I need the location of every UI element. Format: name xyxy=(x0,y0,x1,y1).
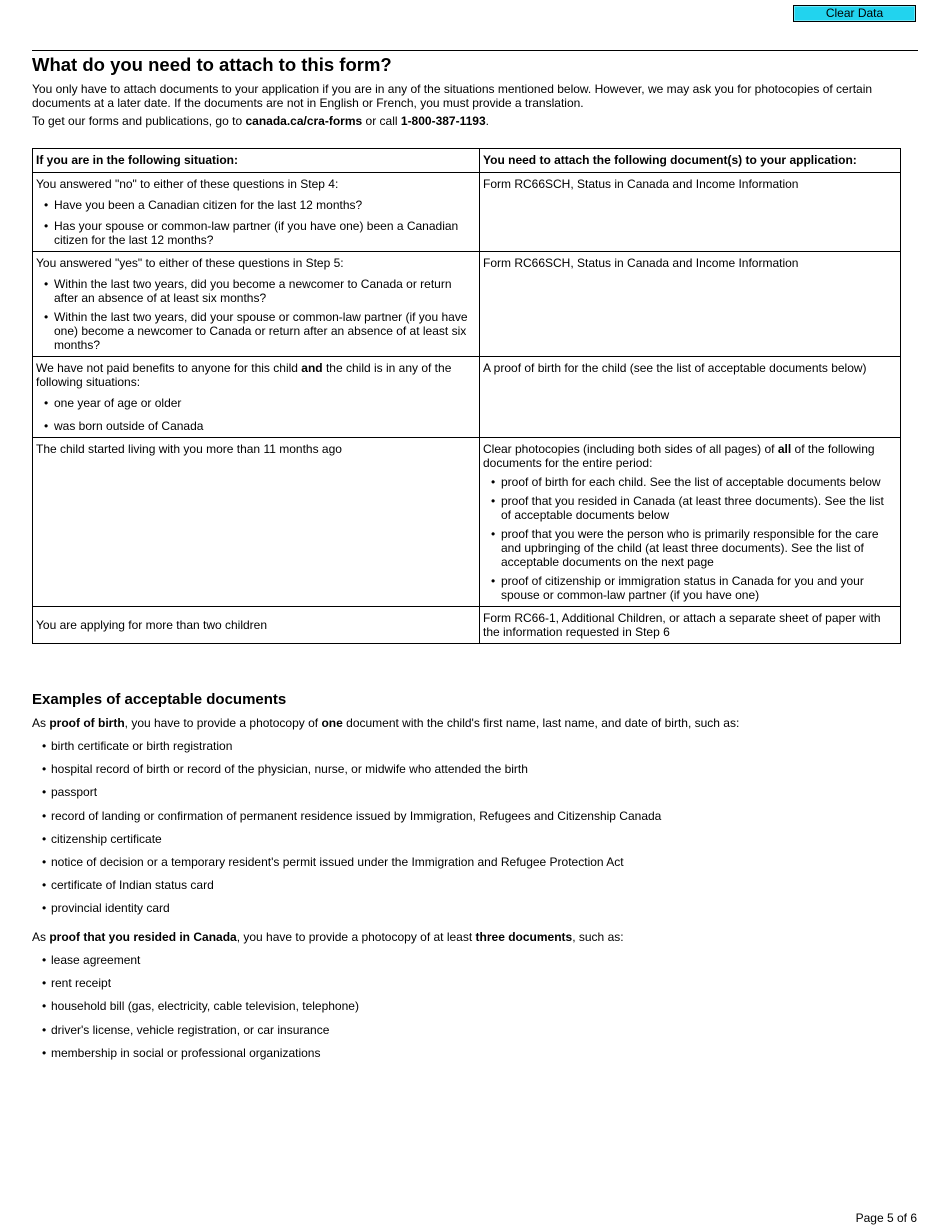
contact-suffix: . xyxy=(485,114,489,128)
list-item: • Have you been a Canadian citizen for the last 12 months? xyxy=(44,198,476,212)
document-cell xyxy=(480,438,901,607)
list-item: • notice of decision or a temporary resident's permit issued under the Immigration and Refugee Protection Act xyxy=(42,855,661,878)
document-cell xyxy=(480,357,901,438)
residence-intro-prefix: As xyxy=(32,930,50,944)
proof-of-birth-list xyxy=(42,739,661,925)
situation-bullets xyxy=(36,198,476,247)
table-row xyxy=(33,607,901,644)
list-item: • passport xyxy=(42,785,661,808)
situation-text: You answered "no" to either of these questions in Step 4: xyxy=(36,177,339,191)
situation-text: You are applying for more than two children xyxy=(36,618,268,632)
list-item: • household bill (gas, electricity, cable television, telephone) xyxy=(42,999,359,1022)
forms-link: canada.ca/cra-forms xyxy=(245,114,363,128)
situation-cell xyxy=(33,173,480,252)
list-item: • Has your spouse or common-law partner (if you have one) been a Canadian citizen for the last 12 months? xyxy=(44,219,476,247)
situation-text xyxy=(36,361,476,389)
examples-heading: Examples of acceptable documents xyxy=(32,691,287,708)
list-item: • proof of birth for each child. See the list of acceptable documents below xyxy=(491,475,897,489)
list-item: • proof that you resided in Canada (at least three documents). See the list of acceptable documents below xyxy=(491,494,897,522)
document-text xyxy=(483,442,897,470)
list-item: • birth certificate or birth registration xyxy=(42,739,661,762)
list-item: • proof that you were the person who is primarily responsible for the care and upbringing of the child (at least three documents). See the list of acceptable documents on the next page xyxy=(491,527,897,569)
situation-cell xyxy=(33,607,480,644)
situation-bullets xyxy=(36,396,476,433)
residence-intro-suffix: , such as: xyxy=(572,930,624,944)
document-text-suffix: of the following documents for the entire period: xyxy=(483,442,875,470)
document-cell xyxy=(480,607,901,644)
situation-bullets xyxy=(36,277,476,352)
document-cell xyxy=(480,173,901,252)
list-item: • proof of citizenship or immigration status in Canada for you and your spouse or common-law partner (if you have one) xyxy=(491,574,897,602)
list-item: • driver's license, vehicle registration, or car insurance xyxy=(42,1023,359,1046)
list-item: • certificate of Indian status card xyxy=(42,878,661,901)
document-bullets xyxy=(483,475,897,602)
residence-intro-count: three documents xyxy=(475,930,573,944)
birth-intro-count: one xyxy=(321,716,343,730)
table-row xyxy=(33,173,901,252)
residence-intro-middle: , you have to provide a photocopy of at least xyxy=(236,930,476,944)
table-header-row xyxy=(33,149,901,173)
birth-intro-emphasis: proof of birth xyxy=(49,716,125,730)
situation-text-emphasis: and xyxy=(301,361,323,375)
proof-of-birth-intro xyxy=(32,716,739,730)
proof-of-residence-list xyxy=(42,953,359,1069)
situation-text-suffix: the child is in any of the following situations: xyxy=(36,361,452,389)
document-text-emphasis: all xyxy=(777,442,792,456)
situation-cell xyxy=(33,252,480,357)
contact-middle: or call xyxy=(362,114,401,128)
top-divider xyxy=(32,50,918,51)
list-item: • citizenship certificate xyxy=(42,832,661,855)
contact-prefix: To get our forms and publications, go to xyxy=(32,114,246,128)
list-item: • membership in social or professional organizations xyxy=(42,1046,359,1069)
list-item: • Within the last two years, did you become a newcomer to Canada or return after an absence of at least six months? xyxy=(44,277,476,305)
table-row xyxy=(33,252,901,357)
situation-header: If you are in the following situation: xyxy=(33,149,480,173)
page-title: What do you need to attach to this form? xyxy=(32,54,392,75)
list-item: • record of landing or confirmation of permanent residence issued by Immigration, Refugees and Citizenship Canada xyxy=(42,809,661,832)
list-item: • hospital record of birth or record of the physician, nurse, or midwife who attended the birth xyxy=(42,762,661,785)
table-row xyxy=(33,357,901,438)
situation-cell xyxy=(33,357,480,438)
documents-header: You need to attach the following document(s) to your application: xyxy=(480,149,901,173)
list-item: • rent receipt xyxy=(42,976,359,999)
page-number: Page 5 of 6 xyxy=(855,1211,917,1225)
attachments-table xyxy=(32,148,901,644)
situation-text: The child started living with you more than 11 months ago xyxy=(36,442,342,456)
situation-text-prefix: We have not paid benefits to anyone for this child xyxy=(36,361,302,375)
situation-text: You answered "yes" to either of these questions in Step 5: xyxy=(36,256,344,270)
list-item: • lease agreement xyxy=(42,953,359,976)
birth-intro-suffix: document with the child's first name, last name, and date of birth, such as: xyxy=(342,716,740,730)
forms-contact-line xyxy=(32,114,912,128)
document-text: Form RC66-1, Additional Children, or attach a separate sheet of paper with the information requested in Step 6 xyxy=(483,611,881,639)
birth-intro-middle: , you have to provide a photocopy of xyxy=(124,716,322,730)
list-item: • one year of age or older xyxy=(44,396,476,410)
birth-intro-prefix: As xyxy=(32,716,50,730)
list-item: • provincial identity card xyxy=(42,901,661,924)
situation-cell xyxy=(33,438,480,607)
phone-number: 1-800-387-1193 xyxy=(400,114,486,128)
intro-paragraph: You only have to attach documents to your application if you are in any of the situations mentioned below. However, we may ask you for photocopies of certain documents at a later date. If the documents are not in English or French, you must provide a translation. xyxy=(32,82,873,110)
table-row xyxy=(33,438,901,607)
list-item: • was born outside of Canada xyxy=(44,419,476,433)
document-text: Form RC66SCH, Status in Canada and Income Information xyxy=(483,256,799,270)
proof-of-residence-intro xyxy=(32,930,624,944)
clear-data-button[interactable]: Clear Data xyxy=(793,5,916,22)
document-text: Form RC66SCH, Status in Canada and Income Information xyxy=(483,177,799,191)
list-item: • Within the last two years, did your spouse or common-law partner (if you have one) become a newcomer to Canada or return after an absence of at least six months? xyxy=(44,310,476,352)
document-text: A proof of birth for the child (see the list of acceptable documents below) xyxy=(483,361,867,375)
document-text-prefix: Clear photocopies (including both sides of all pages) of xyxy=(483,442,778,456)
residence-intro-emphasis: proof that you resided in Canada xyxy=(49,930,237,944)
document-cell xyxy=(480,252,901,357)
